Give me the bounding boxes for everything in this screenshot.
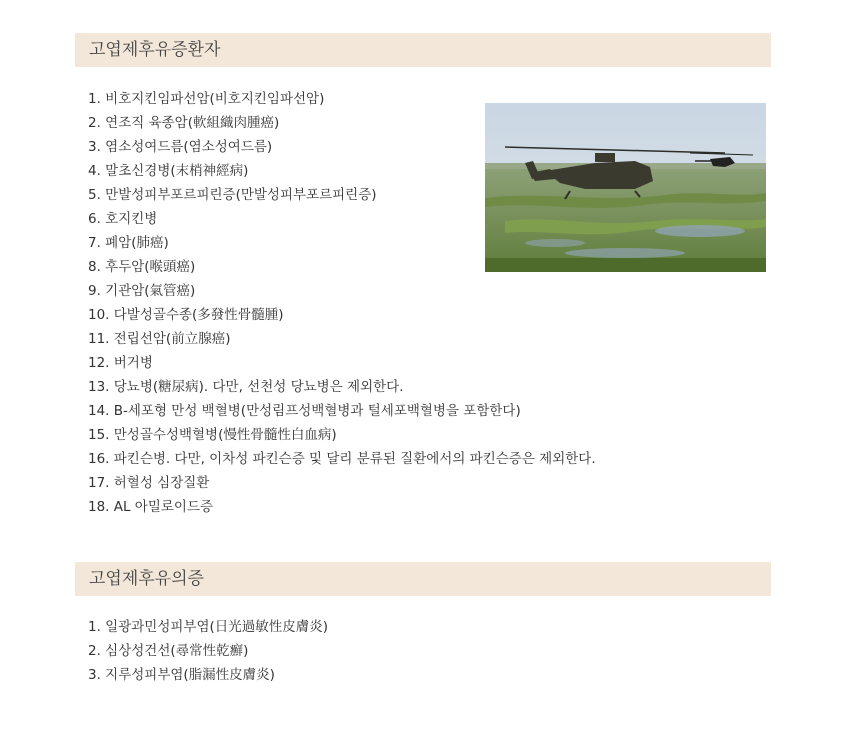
list-item: 12. 버거병 [88, 355, 153, 371]
list-item: 6. 호지킨병 [88, 211, 158, 227]
helicopter-icon [485, 103, 766, 272]
list-item: 1. 비호지킨임파선암(비호지킨임파선암) [88, 91, 325, 107]
list-item: 8. 후두암(喉頭癌) [88, 259, 196, 275]
list-item: 10. 다발성골수종(多發性骨髓腫) [88, 307, 284, 323]
section-title-agent-orange-suspected: 고엽제후유의증 [75, 562, 771, 596]
list-item: 16. 파킨슨병. 다만, 이차성 파킨슨증 및 달리 분류된 질환에서의 파킨슨증은 제외한다. [88, 451, 596, 467]
helicopter-photo [485, 103, 766, 272]
list-item: 5. 만발성피부포르피린증(만발성피부포르피린증) [88, 187, 377, 203]
list-item: 13. 당뇨병(糖尿病). 다만, 선천성 당뇨병은 제외한다. [88, 379, 404, 395]
list-item: 1. 일광과민성피부염(日光過敏性皮膚炎) [88, 619, 329, 635]
list-item: 9. 기관암(氣管癌) [88, 283, 196, 299]
list-item: 18. AL 아밀로이드증 [88, 499, 214, 515]
list-item: 7. 폐암(肺癌) [88, 235, 169, 251]
list-item: 14. B-세포형 만성 백혈병(만성림프성백혈병과 털세포백혈병을 포함한다) [88, 403, 521, 419]
list-item: 3. 염소성여드름(염소성여드름) [88, 139, 273, 155]
disease-list-suspected [88, 615, 328, 687]
section-title-agent-orange-patients: 고엽제후유증환자 [75, 33, 771, 67]
list-item: 4. 말초신경병(末梢神經病) [88, 163, 249, 179]
list-item: 2. 심상성건선(尋常性乾癬) [88, 643, 249, 659]
list-item: 3. 지루성피부염(脂漏性皮膚炎) [88, 667, 275, 683]
list-item: 11. 전립선암(前立腺癌) [88, 331, 231, 347]
list-item: 17. 허혈성 심장질환 [88, 475, 210, 491]
list-item: 15. 만성골수성백혈병(慢性骨髓性白血病) [88, 427, 337, 443]
list-item: 2. 연조직 육종암(軟組織肉腫癌) [88, 115, 280, 131]
